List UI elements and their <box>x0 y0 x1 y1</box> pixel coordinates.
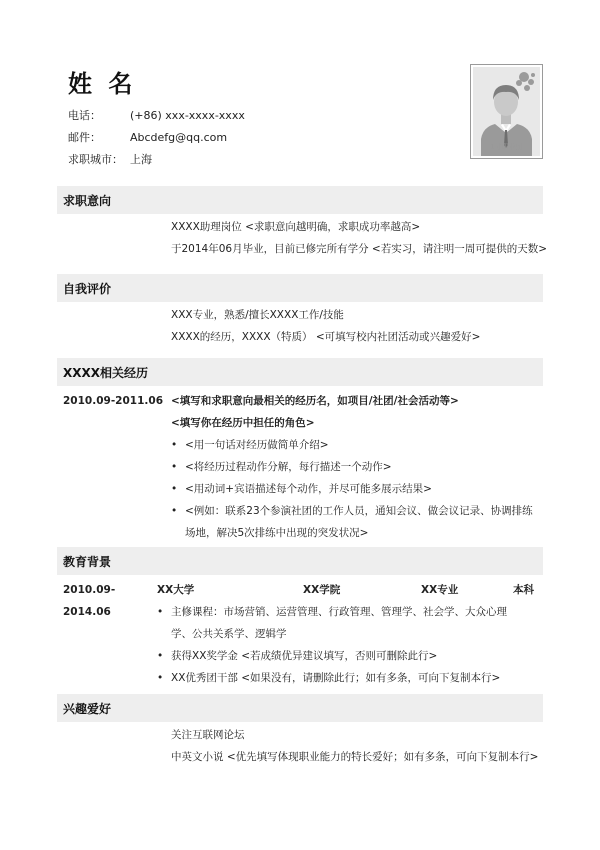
list-item: • <用动词+宾语描述每个动作，并尽可能多展示结果> <box>171 478 543 500</box>
contact-label: 求职城市： <box>68 153 123 166</box>
list-item: • <将经历过程动作分解，每行描述一个动作> <box>171 456 543 478</box>
contact-email <box>68 126 245 148</box>
contact-phone <box>68 104 245 126</box>
objective-line: XXXX助理岗位 <求职意向越明确，求职成功率越高> <box>171 221 421 233</box>
section-title: 求职意向 <box>57 186 543 214</box>
education-bullets <box>157 601 543 689</box>
contact-label: 电话： <box>68 109 101 122</box>
experience-role: <填写你在经历中担任的角色> <box>171 417 315 429</box>
education-entry <box>57 575 543 689</box>
hobby-line: 中英文小说 <优先填写体现职业能力的特长爱好；如有多条，可向下复制本行> <box>171 751 539 763</box>
avatar <box>473 67 540 156</box>
section-self-evaluation <box>57 274 543 348</box>
objective-line: 于2014年06月毕业，目前已修完所有学分 <若实习，请注明一周可提供的天数> <box>171 243 548 255</box>
hobby-line: 关注互联网论坛 <box>171 729 245 741</box>
experience-bullets <box>171 434 543 544</box>
profile-photo <box>470 64 543 159</box>
list-item: • 获得XX奖学金 <若成绩优异建议填写，否则可删除此行> <box>157 645 543 667</box>
experience-headline: <填写和求职意向最相关的经历名，如项目/社团/社会活动等> <box>171 395 459 407</box>
section-education <box>57 547 543 689</box>
contact-block <box>68 104 245 170</box>
section-title: 自我评价 <box>57 274 543 302</box>
section-title: XXXX相关经历 <box>57 358 543 386</box>
experience-date: 2010.09-2011.06 <box>63 395 164 407</box>
list-item: • <例如：联系23个参演社团的工作人员，通知会议、做会议记录、协调排练场地，解决5次排练中出现的突发状况> <box>171 500 541 544</box>
list-item: • 主修课程：市场营销、运营管理、行政管理、管理学、社会学、大众心理学、公共关系学、逻辑学 <box>157 601 527 645</box>
photo-caption: 1寸职业照 <box>490 143 523 151</box>
list-item: • XX优秀团干部 <如果没有，请删除此行；如有多条，可向下复制本行> <box>157 667 543 689</box>
contact-label: 邮件： <box>68 131 101 144</box>
self-eval-line: XXX专业，熟悉/擅长XXXX工作/技能 <box>171 309 344 321</box>
contact-value: 上海 <box>130 153 152 166</box>
contact-value: Abcdefg@qq.com <box>130 130 228 144</box>
section-title: 兴趣爱好 <box>57 694 543 722</box>
contact-city <box>68 148 245 170</box>
education-degree: 本科 <box>513 584 534 596</box>
section-hobbies <box>57 694 543 768</box>
experience-entry <box>57 386 543 544</box>
section-experience <box>57 358 543 544</box>
education-school: XX大学 <box>157 584 195 596</box>
section-title: 教育背景 <box>57 547 543 575</box>
education-college: XX学院 <box>303 584 341 596</box>
education-date: 2010.09-2014.06 <box>63 584 116 618</box>
list-item: • <用一句话对经历做简单介绍> <box>171 434 543 456</box>
section-objective <box>57 186 548 260</box>
contact-value: (+86) xxx-xxxx-xxxx <box>130 108 245 122</box>
education-major: XX专业 <box>421 584 459 596</box>
self-eval-line: XXXX的经历，XXXX（特质） <可填写校内社团活动或兴趣爱好> <box>171 331 481 343</box>
resume-name: 姓 名 <box>68 70 137 98</box>
education-header <box>157 579 543 601</box>
